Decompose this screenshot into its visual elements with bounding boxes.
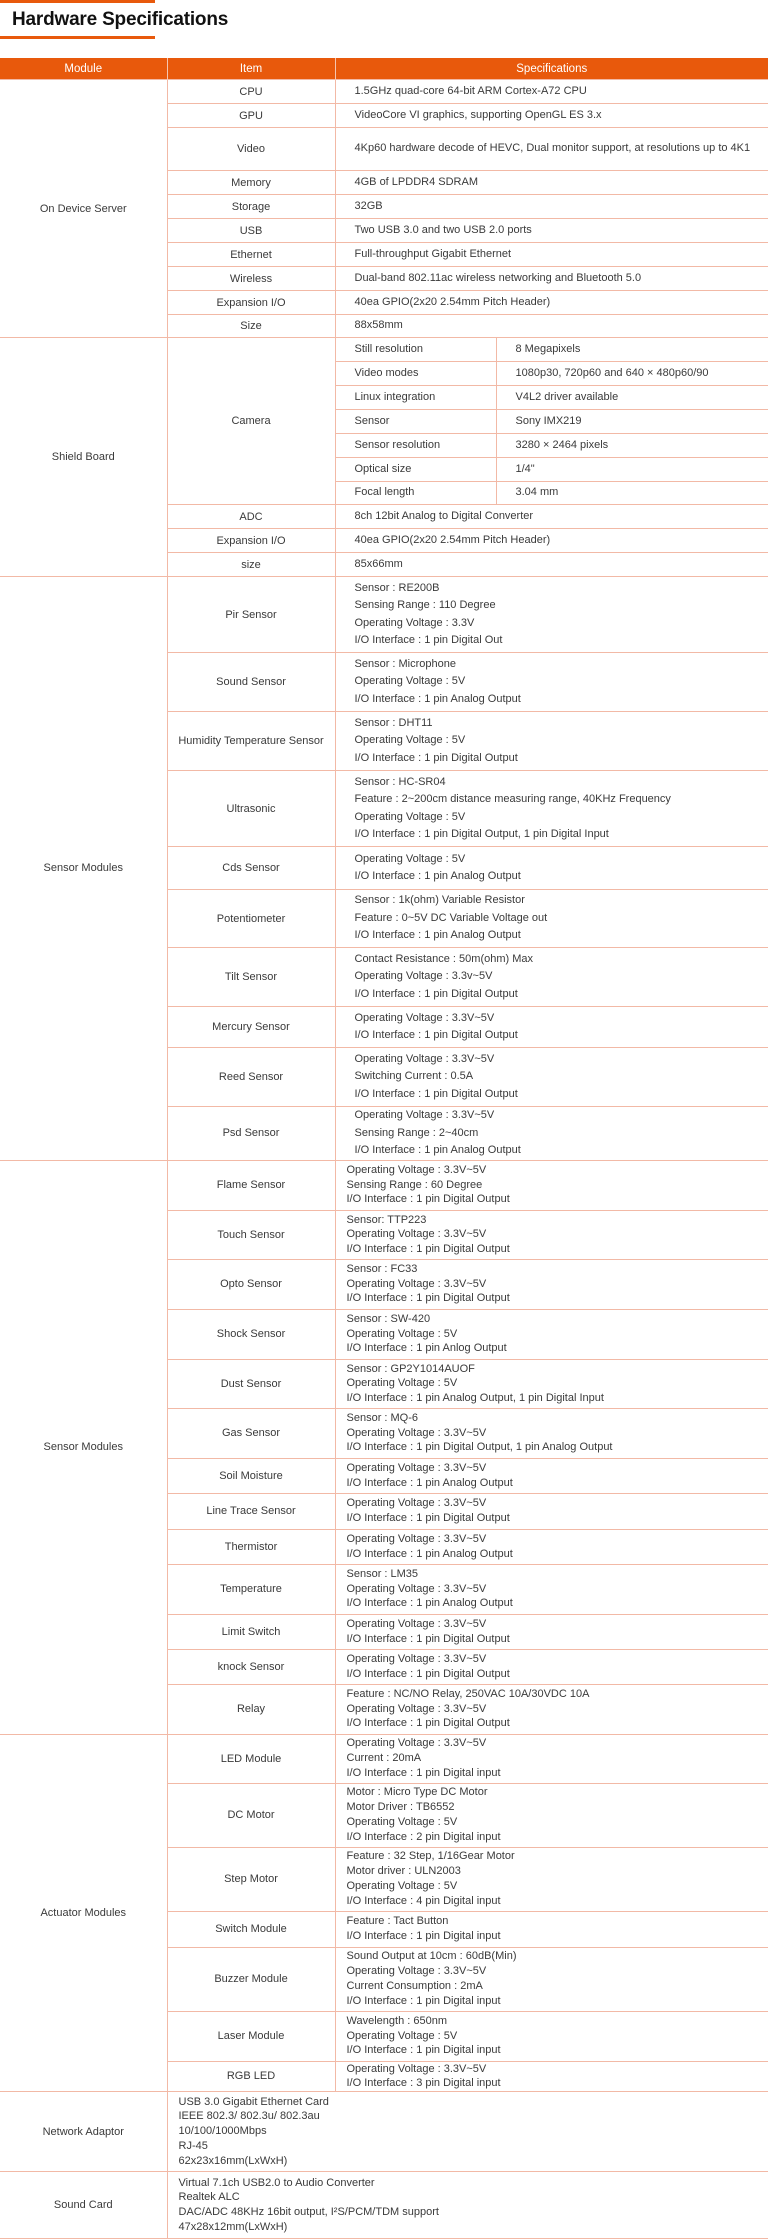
spec-line: Contact Resistance : 50m(ohm) Max [355,951,768,969]
spec-line: I/O Interface : 1 pin Digital Output [347,1291,768,1306]
spec-cell [335,847,768,890]
spec-line: Realtek ALC [179,2190,768,2205]
header-item: Item [167,58,335,80]
spec-cell [335,1911,768,1947]
spec-cell [335,1160,768,1210]
item-cell: CPU [167,80,335,104]
table-row [0,1160,768,1210]
spec-cell [335,1847,768,1911]
spec-cell: 85x66mm [335,553,768,577]
spec-line: Operating Voltage : 3.3V~5V [347,1702,768,1717]
spec-line: Feature : NC/NO Relay, 250VAC 10A/30VDC 10A [347,1687,768,1702]
spec-line: Operating Voltage : 3.3V~5V [347,1426,768,1441]
item-cell: Humidity Temperature Sensor [167,712,335,771]
module-cell: On Device Server [0,80,167,338]
spec-line: I/O Interface : 2 pin Digital input [347,1830,768,1845]
spec-cell: 40ea GPIO(2x20 2.54mm Pitch Header) [335,529,768,553]
page-title: Hardware Specifications [12,9,228,31]
spec-line: Operating Voltage : 3.3V~5V [347,1736,768,1751]
camera-key: Sensor resolution [335,434,496,458]
spec-line: I/O Interface : 1 pin Digital Output, 1 pin Analog Output [347,1440,768,1455]
spec-line: Operating Voltage : 5V [355,673,768,691]
spec-line: Feature : 32 Step, 1/16Gear Motor [347,1849,768,1864]
spec-line: Sensor : GP2Y1014AUOF [347,1362,768,1377]
camera-key: Still resolution [335,338,496,362]
spec-cell: Dual-band 802.11ac wireless networking and Bluetooth 5.0 [335,267,768,291]
spec-line: Sensor : LM35 [347,1567,768,1582]
top-accent-bar [0,0,155,3]
spec-table [0,58,768,2239]
spec-line: I/O Interface : 1 pin Analog Output [347,1476,768,1491]
spec-cell [335,653,768,712]
spec-line: I/O Interface : 1 pin Digital input [347,1766,768,1781]
item-cell: Pir Sensor [167,577,335,653]
module-cell: Sensor Modules [0,1160,167,1734]
spec-cell [335,1210,768,1259]
spec-cell [335,771,768,847]
spec-line: Operating Voltage : 3.3V~5V [347,1582,768,1597]
item-cell: Storage [167,195,335,219]
spec-line: Sensor: TTP223 [347,1213,768,1228]
spec-line: Sensing Range : 110 Degree [355,597,768,615]
camera-key: Focal length [335,482,496,505]
spec-cell: Full-throughput Gigabit Ethernet [335,243,768,267]
spec-line: Operating Voltage : 3.3V~5V [347,1461,768,1476]
camera-key: Optical size [335,458,496,482]
header-module: Module [0,58,167,80]
spec-cell: 88x58mm [335,315,768,338]
spec-line: Operating Voltage : 3.3V~5V [347,1496,768,1511]
item-cell: Switch Module [167,1911,335,1947]
spec-line: Operating Voltage : 3.3V~5V [355,1051,768,1069]
spec-cell [335,1529,768,1564]
spec-line: Operating Voltage : 5V [347,1815,768,1830]
spec-cell: 4GB of LPDDR4 SDRAM [335,171,768,195]
camera-value: 8 Megapixels [496,338,768,362]
item-cell: Touch Sensor [167,1210,335,1259]
spec-line: Current : 20mA [347,1751,768,1766]
spec-line: I/O Interface : 4 pin Digital input [347,1894,768,1909]
item-cell: Reed Sensor [167,1048,335,1107]
spec-line: Sensor : MQ-6 [347,1411,768,1426]
item-cell: Ultrasonic [167,771,335,847]
item-cell: GPU [167,104,335,128]
spec-line: Operating Voltage : 5V [347,2029,768,2044]
spec-cell [335,1259,768,1309]
spec-line: I/O Interface : 1 pin Analog Output [355,868,768,886]
spec-cell [335,1783,768,1847]
spec-line: I/O Interface : 1 pin Anlog Output [347,1341,768,1356]
spec-cell [335,1564,768,1614]
spec-line: Sensor : SW-420 [347,1312,768,1327]
spec-cell [335,2011,768,2061]
module-cell: Sound Card [0,2172,167,2239]
item-cell: Size [167,315,335,338]
item-cell: knock Sensor [167,1649,335,1684]
spec-line: Sensor : 1k(ohm) Variable Resistor [355,892,768,910]
spec-line: Feature : 2~200cm distance measuring range, 40KHz Frequency [355,791,768,809]
item-cell: Step Motor [167,1847,335,1911]
item-cell: Expansion I/O [167,291,335,315]
item-cell: Video [167,128,335,171]
spec-line: Operating Voltage : 5V [355,732,768,750]
spec-line: I/O Interface : 1 pin Digital Output, 1 pin Digital Input [355,826,768,844]
spec-cell: VideoCore VI graphics, supporting OpenGL ES 3.x [335,104,768,128]
spec-line: Operating Voltage : 5V [347,1327,768,1342]
spec-cell [335,712,768,771]
item-cell: DC Motor [167,1783,335,1847]
spec-line: I/O Interface : 1 pin Digital input [347,1994,768,2009]
item-cell: Ethernet [167,243,335,267]
item-cell: Soil Moisture [167,1458,335,1493]
camera-value: 3.04 mm [496,482,768,505]
table-row [0,80,768,104]
item-cell: Memory [167,171,335,195]
spec-line: I/O Interface : 1 pin Analog Output [347,1547,768,1562]
module-cell: Actuator Modules [0,1734,167,2092]
spec-line: Sound Output at 10cm : 60dB(Min) [347,1949,768,1964]
spec-line: Motor Driver : TB6552 [347,1800,768,1815]
spec-line: Operating Voltage : 3.3V [355,615,768,633]
spec-line: I/O Interface : 1 pin Digital Output [347,1242,768,1257]
spec-line: Sensing Range : 2~40cm [355,1125,768,1143]
spec-line: Operating Voltage : 5V [347,1376,768,1391]
spec-line: Motor : Micro Type DC Motor [347,1785,768,1800]
spec-line: I/O Interface : 1 pin Digital Output [355,750,768,768]
spec-line: Wavelength : 650nm [347,2014,768,2029]
item-cell: Opto Sensor [167,1259,335,1309]
spec-line: I/O Interface : 1 pin Digital Output [347,1667,768,1682]
spec-line: Motor driver : ULN2003 [347,1864,768,1879]
spec-cell: 40ea GPIO(2x20 2.54mm Pitch Header) [335,291,768,315]
spec-line: I/O Interface : 1 pin Analog Output [347,1596,768,1611]
spec-cell: 4Kp60 hardware decode of HEVC, Dual monitor support, at resolutions up to 4K1 [335,128,768,171]
item-cell: Expansion I/O [167,529,335,553]
spec-cell [335,890,768,948]
item-cell: Laser Module [167,2011,335,2061]
item-cell: Potentiometer [167,890,335,948]
spec-line: Sensor : FC33 [347,1262,768,1277]
spec-cell [335,1309,768,1359]
spec-cell [335,1048,768,1107]
item-cell: Wireless [167,267,335,291]
item-cell: Relay [167,1684,335,1734]
item-cell: Limit Switch [167,1614,335,1649]
camera-value: 1/4" [496,458,768,482]
item-cell: Tilt Sensor [167,948,335,1007]
spec-line: Sensor : HC-SR04 [355,774,768,792]
spec-cell: 32GB [335,195,768,219]
spec-cell [335,1359,768,1408]
camera-value: V4L2 driver available [496,386,768,410]
spec-line: Operating Voltage : 3.3V~5V [347,1617,768,1632]
spec-line: I/O Interface : 1 pin Digital input [347,1929,768,1944]
spec-line: Operating Voltage : 3.3V~5V [347,1163,768,1178]
camera-value: Sony IMX219 [496,410,768,434]
spec-cell [335,1007,768,1048]
table-row [0,338,768,362]
item-cell: Camera [167,338,335,505]
item-cell: LED Module [167,1734,335,1783]
spec-cell: 1.5GHz quad-core 64-bit ARM Cortex-A72 CPU [335,80,768,104]
item-cell: Gas Sensor [167,1408,335,1458]
spec-cell [335,1649,768,1684]
camera-key: Video modes [335,362,496,386]
module-cell: Sensor Modules [0,577,167,1161]
item-cell: Dust Sensor [167,1359,335,1408]
camera-key: Sensor [335,410,496,434]
spec-cell [335,1458,768,1493]
table-row [0,1734,768,1783]
spec-line: Operating Voltage : 3.3V~5V [355,1107,768,1125]
spec-cell [335,1493,768,1529]
spec-line: I/O Interface : 1 pin Digital Output [355,986,768,1004]
spec-line: Switching Current : 0.5A [355,1068,768,1086]
spec-cell [167,2092,768,2172]
item-cell: Buzzer Module [167,1947,335,2011]
module-cell: Shield Board [0,338,167,577]
item-cell: size [167,553,335,577]
spec-line: Virtual 7.1ch USB2.0 to Audio Converter [179,2176,768,2191]
title-underline [0,36,155,39]
spec-line: I/O Interface : 1 pin Digital Output [347,1716,768,1731]
table-row [0,2092,768,2172]
item-cell: Thermistor [167,1529,335,1564]
spec-line: Sensor : DHT11 [355,715,768,733]
spec-cell [335,2061,768,2092]
spec-line: RJ-45 [179,2139,768,2154]
table-row [0,577,768,653]
table-row [0,2172,768,2239]
camera-key: Linux integration [335,386,496,410]
item-cell: Mercury Sensor [167,1007,335,1048]
header-specifications: Specifications [335,58,768,80]
spec-line: Operating Voltage : 3.3V~5V [347,1277,768,1292]
item-cell: Cds Sensor [167,847,335,890]
spec-line: Operating Voltage : 3.3V~5V [347,1652,768,1667]
spec-line: I/O Interface : 1 pin Digital Output [355,1086,768,1104]
spec-line: 10/100/1000Mbps [179,2124,768,2139]
spec-line: DAC/ADC 48KHz 16bit output, I²S/PCM/TDM support [179,2205,768,2220]
camera-value: 1080p30, 720p60 and 640 × 480p60/90 [496,362,768,386]
spec-line: I/O Interface : 1 pin Analog Output [355,1142,768,1160]
spec-cell [167,2172,768,2239]
item-cell: Shock Sensor [167,1309,335,1359]
spec-line: I/O Interface : 1 pin Digital input [347,2043,768,2058]
spec-line: Operating Voltage : 3.3V~5V [355,1010,768,1028]
spec-cell [335,1408,768,1458]
table-header-row [0,58,768,80]
spec-line: Feature : 0~5V DC Variable Voltage out [355,910,768,928]
spec-line: I/O Interface : 1 pin Analog Output [355,691,768,709]
spec-line: Operating Voltage : 3.3V~5V [347,2062,768,2077]
item-cell: Sound Sensor [167,653,335,712]
spec-line: Operating Voltage : 5V [355,809,768,827]
spec-cell [335,1947,768,2011]
spec-cell [335,1684,768,1734]
spec-cell [335,1614,768,1649]
spec-line: 62x23x16mm(LxWxH) [179,2154,768,2169]
item-cell: Line Trace Sensor [167,1493,335,1529]
spec-line: 47x28x12mm(LxWxH) [179,2220,768,2235]
spec-line: Operating Voltage : 3.3V~5V [347,1532,768,1547]
spec-line: Operating Voltage : 3.3V~5V [347,1227,768,1242]
spec-line: Sensor : Microphone [355,656,768,674]
item-cell: ADC [167,505,335,529]
spec-cell [335,577,768,653]
spec-cell [335,1734,768,1783]
item-cell: RGB LED [167,2061,335,2092]
spec-line: Feature : Tact Button [347,1914,768,1929]
spec-line: IEEE 802.3/ 802.3u/ 802.3au [179,2109,768,2124]
item-cell: Flame Sensor [167,1160,335,1210]
item-cell: Psd Sensor [167,1107,335,1161]
camera-value: 3280 × 2464 pixels [496,434,768,458]
spec-line: I/O Interface : 1 pin Digital Output [347,1632,768,1647]
spec-line: I/O Interface : 1 pin Digital Output [355,1027,768,1045]
spec-line: I/O Interface : 1 pin Digital Output [347,1511,768,1526]
spec-line: I/O Interface : 1 pin Digital Output [347,1192,768,1207]
spec-line: I/O Interface : 1 pin Analog Output, 1 pin Digital Input [347,1391,768,1406]
spec-line: Sensing Range : 60 Degree [347,1178,768,1193]
spec-line: Operating Voltage : 3.3V~5V [347,1964,768,1979]
spec-line: Operating Voltage : 5V [355,851,768,869]
spec-line: I/O Interface : 1 pin Digital Out [355,632,768,650]
spec-cell: 8ch 12bit Analog to Digital Converter [335,505,768,529]
spec-cell [335,948,768,1007]
spec-line: USB 3.0 Gigabit Ethernet Card [179,2095,768,2110]
spec-line: Operating Voltage : 5V [347,1879,768,1894]
spec-line: Current Consumption : 2mA [347,1979,768,1994]
spec-line: Sensor : RE200B [355,580,768,598]
spec-cell [335,1107,768,1161]
spec-cell: Two USB 3.0 and two USB 2.0 ports [335,219,768,243]
spec-line: I/O Interface : 3 pin Digital input [347,2076,768,2091]
module-cell: Network Adaptor [0,2092,167,2172]
spec-line: I/O Interface : 1 pin Analog Output [355,927,768,945]
item-cell: USB [167,219,335,243]
spec-line: Operating Voltage : 3.3v~5V [355,968,768,986]
item-cell: Temperature [167,1564,335,1614]
